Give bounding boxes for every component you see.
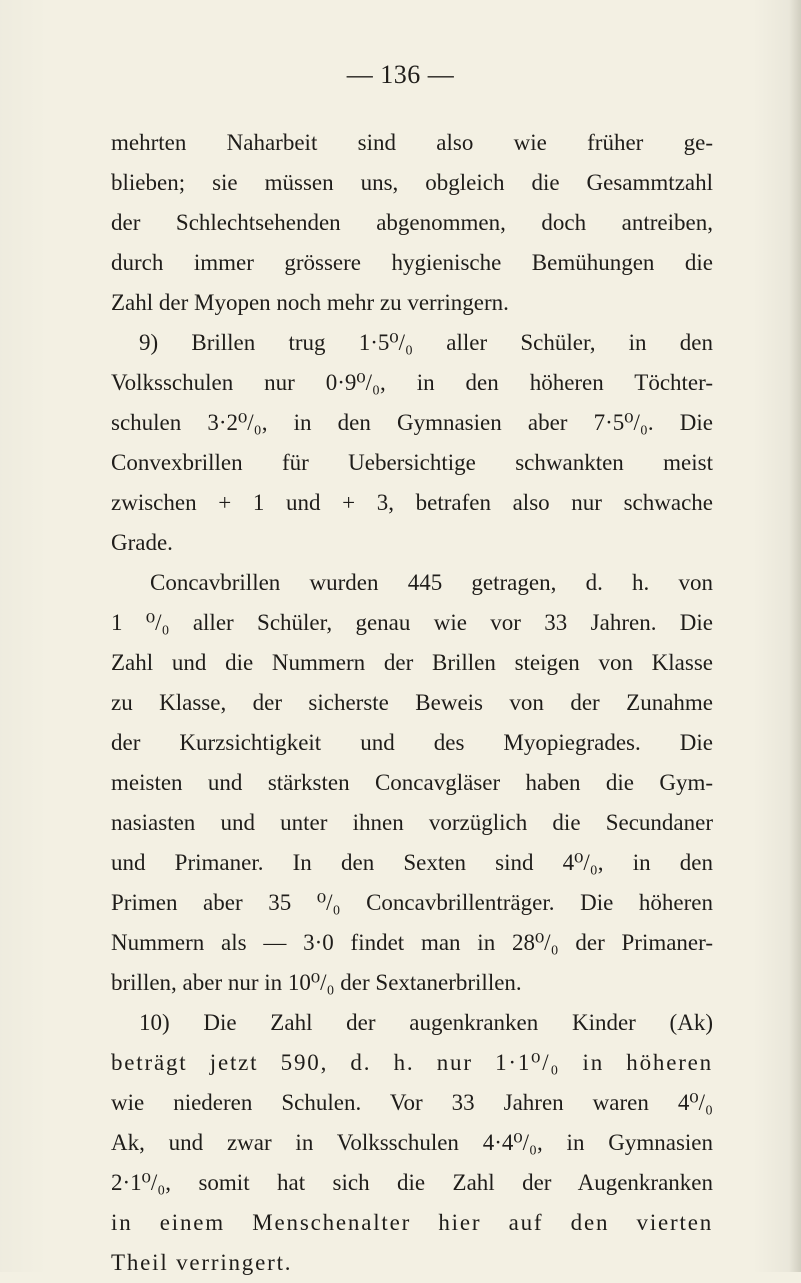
text-line: Zahl und die Nummern der Brillen steigen von Klasse (111, 650, 713, 675)
text-line: Grade. (111, 530, 173, 555)
text-line: meisten und stärksten Concavgläser haben die Gym- (111, 770, 713, 795)
text-line: Zahl der Myopen noch mehr zu verringern. (111, 290, 509, 315)
text-line: Primen aber 35 ⁰/₀ Concavbrillenträger. Die höheren (111, 890, 713, 915)
text-line: 2·1⁰/₀, somit hat sich die Zahl der Augenkranken (111, 1170, 713, 1195)
text-line: beträgt jetzt 590, d. h. nur 1·1⁰/₀ in höheren (111, 1050, 713, 1075)
text-line: der Kurzsichtigkeit und des Myopiegrades. Die (111, 730, 713, 755)
text-line: nasiasten und unter ihnen vorzüglich die Secundaner (111, 810, 713, 835)
text-line: 1 ⁰/₀ aller Schüler, genau wie vor 33 Jahren. Die (111, 610, 713, 635)
text-line: und Primaner. In den Sexten sind 4⁰/₀, in den (111, 850, 713, 875)
text-line: zwischen + 1 und + 3, betrafen also nur schwache (111, 490, 713, 515)
text-line: 10) Die Zahl der augenkranken Kinder (Ak) (139, 1010, 713, 1035)
text-line: schulen 3·2⁰/₀, in den Gymnasien aber 7·5⁰/₀. Die (111, 410, 713, 435)
page-edge-shadow (789, 0, 801, 1272)
body-text (111, 123, 713, 1283)
text-line: in einem Menschenalter hier auf den vierten (111, 1210, 713, 1235)
text-line: Ak, und zwar in Volksschulen 4·4⁰/₀, in Gymnasien (111, 1130, 713, 1155)
text-line: durch immer grössere hygienische Bemühungen die (111, 250, 713, 275)
text-line: brillen, aber nur in 10⁰/₀ der Sextanerbrillen. (111, 970, 522, 995)
text-line: Convexbrillen für Uebersichtige schwankten meist (111, 450, 713, 475)
text-line: zu Klasse, der sicherste Beweis von der Zunahme (111, 690, 713, 715)
text-line: Volksschulen nur 0·9⁰/₀, in den höheren Töchter- (111, 370, 713, 395)
text-line: wie niederen Schulen. Vor 33 Jahren waren 4⁰/₀ (111, 1090, 713, 1115)
text-line: mehrten Naharbeit sind also wie früher ge- (111, 130, 713, 155)
text-line: 9) Brillen trug 1·5⁰/₀ aller Schüler, in den (139, 330, 713, 355)
text-line: der Schlechtsehenden abgenommen, doch antreiben, (111, 210, 713, 235)
text-line: Concavbrillen wurden 445 getragen, d. h. von (150, 570, 713, 595)
text-line: Theil verringert. (111, 1250, 293, 1275)
page-number: — 136 — (346, 60, 455, 89)
text-line: Nummern als — 3·0 findet man in 28⁰/₀ der Primaner- (111, 930, 713, 955)
text-line: blieben; sie müssen uns, obgleich die Gesammtzahl (111, 170, 713, 195)
